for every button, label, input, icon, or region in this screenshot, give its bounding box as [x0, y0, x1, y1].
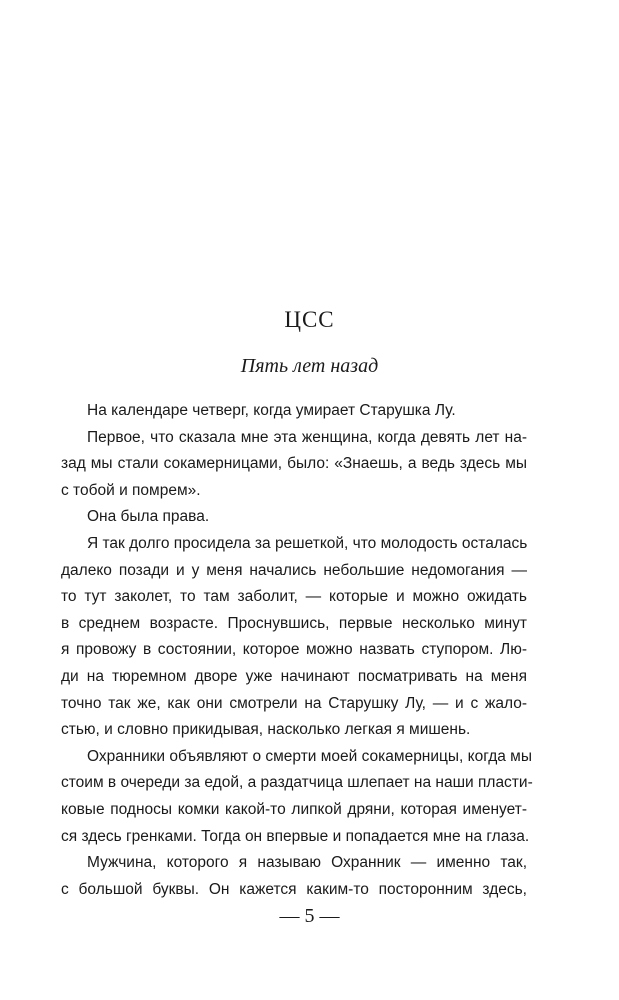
page-number: — 5 —: [279, 905, 340, 927]
body-text: [61, 398, 533, 903]
chapter-subtitle: Пять лет назад: [240, 355, 379, 377]
text-line: Охранники объявляют о смерти моей сокамерницы, когда мы: [87, 747, 532, 765]
text-line: я провожу в состоянии, которое можно назвать ступором. Лю-: [61, 641, 527, 659]
text-line: ди на тюремном дворе уже начинают посматривать на меня: [61, 667, 527, 685]
text-line: зад мы стали сокамерницами, было: «Знаешь, а ведь здесь мы: [61, 455, 527, 473]
text-line: ковые подносы комки какой-то липкой дряни, которая именует-: [61, 800, 527, 818]
text-line: с тобой и помрем».: [61, 481, 201, 499]
text-line: точно так же, как они смотрели на Старушку Лу, — и с жало-: [61, 694, 527, 712]
text-line: На календаре четверг, когда умирает Старушка Лу.: [87, 402, 456, 419]
text-line: стью, и словно прикидывая, насколько легкая я мишень.: [61, 721, 471, 739]
text-line: далеко позади и у меня начались небольшие недомогания —: [61, 561, 527, 579]
text-line: Я так долго просидела за решеткой, что молодость осталась: [87, 534, 528, 552]
chapter-title: ЦСС: [284, 307, 335, 332]
text-line: с большой буквы. Он кажется каким-то посторонним здесь,: [61, 880, 527, 898]
text-line: стоим в очереди за едой, а раздатчица шлепает на наши пласти-: [61, 774, 533, 792]
text-line: Мужчина, которого я называю Охранник — именно так,: [87, 854, 527, 872]
text-line: Она была права.: [87, 508, 210, 526]
text-line: то тут заколет, то там заболит, — которые и можно ожидать: [61, 588, 527, 606]
text-line: в среднем возрасте. Проснувшись, первые несколько минут: [61, 614, 527, 632]
text-line: ся здесь гренками. Тогда он впервые и попадается мне на глаза.: [61, 827, 530, 845]
text-line: Первое, что сказала мне эта женщина, когда девять лет на-: [87, 428, 527, 446]
